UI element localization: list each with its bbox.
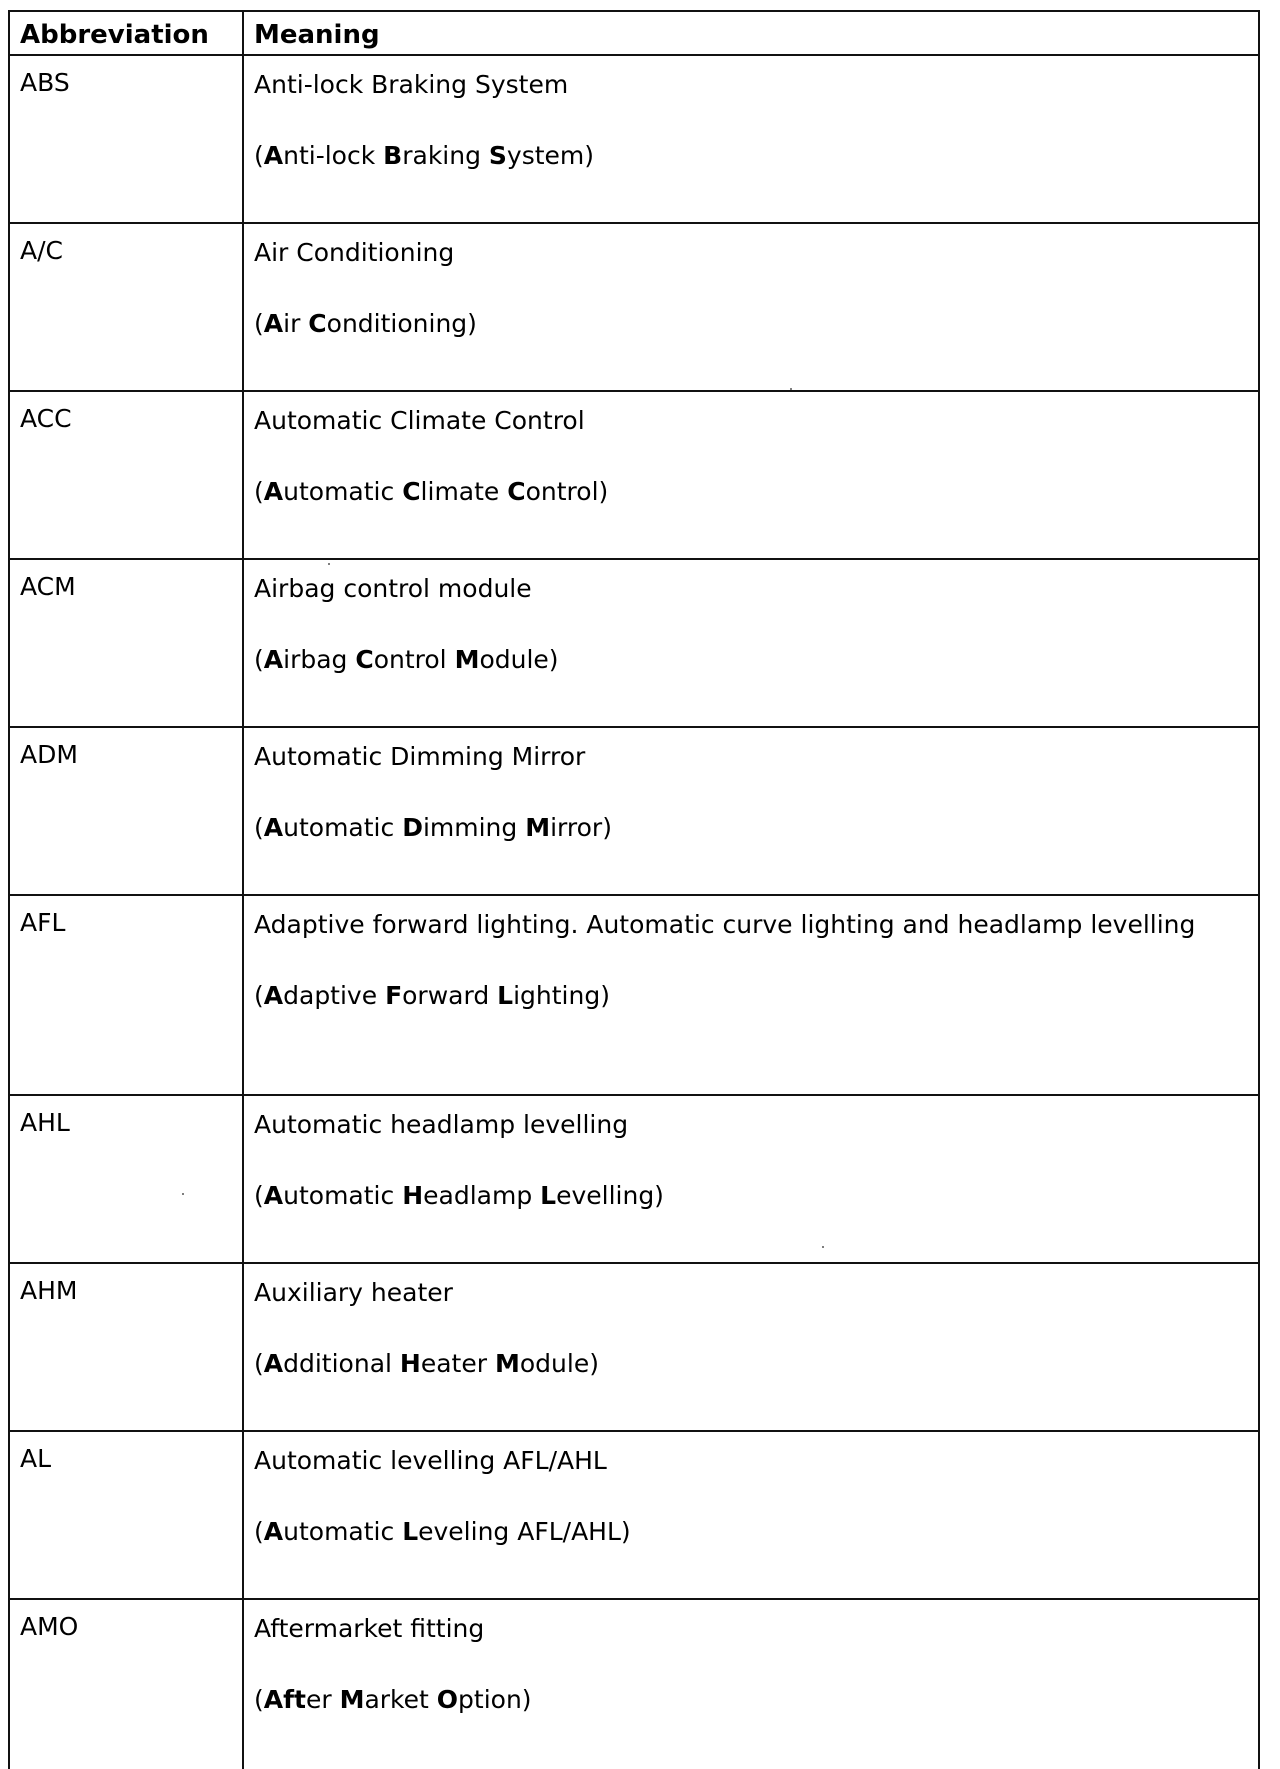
meaning-cell	[243, 1263, 1259, 1431]
meaning-cell	[243, 391, 1259, 559]
expansion-segment: eater	[420, 1349, 495, 1378]
expansion-segment: irror)	[550, 813, 612, 842]
expansion-initial: A	[263, 309, 284, 338]
expansion-initial: L	[402, 1517, 419, 1546]
expansion-segment: onditioning)	[326, 309, 477, 338]
meaning-cell	[243, 1431, 1259, 1599]
meaning-text: Auxiliary heater	[254, 1278, 453, 1307]
expansion-segment: raking	[402, 141, 489, 170]
expansion-text	[254, 1179, 1248, 1212]
expansion-segment: (	[254, 645, 264, 674]
meaning-cell	[243, 1599, 1259, 1769]
expansion-segment: eveling AFL/AHL)	[418, 1517, 631, 1546]
abbreviation-cell: AL	[9, 1431, 243, 1599]
table-row	[9, 895, 1259, 1095]
abbreviation-column-header: Abbreviation	[9, 11, 243, 55]
table-body	[9, 55, 1259, 1769]
expansion-segment: eadlamp	[423, 1181, 541, 1210]
expansion-text	[254, 643, 1248, 676]
expansion-initial: M	[454, 645, 480, 674]
expansion-initial: A	[263, 141, 284, 170]
expansion-segment: (	[254, 1181, 264, 1210]
meaning-text: Airbag control module	[254, 574, 532, 603]
meaning-cell	[243, 223, 1259, 391]
expansion-segment: arket	[364, 1685, 437, 1714]
expansion-segment: (	[254, 1349, 264, 1378]
expansion-segment: ystem)	[506, 141, 595, 170]
expansion-segment: limate	[420, 477, 508, 506]
scan-speck	[182, 1193, 184, 1195]
expansion-segment: nti-lock	[283, 141, 384, 170]
expansion-segment: (	[254, 1685, 264, 1714]
meaning-cell	[243, 895, 1259, 1095]
expansion-segment: (	[254, 813, 264, 842]
expansion-initial: A	[263, 477, 284, 506]
expansion-initial: M	[339, 1685, 365, 1714]
expansion-initial: A	[263, 1181, 284, 1210]
expansion-initial: A	[263, 645, 284, 674]
expansion-segment: ighting)	[513, 981, 610, 1010]
expansion-text	[254, 811, 1248, 844]
table-row	[9, 223, 1259, 391]
meaning-cell	[243, 55, 1259, 223]
expansion-segment: utomatic	[283, 813, 403, 842]
scan-speck	[790, 388, 792, 390]
abbreviation-cell: AFL	[9, 895, 243, 1095]
scan-speck	[328, 563, 330, 565]
expansion-segment: (	[254, 1517, 264, 1546]
expansion-segment: ption)	[458, 1685, 532, 1714]
abbreviation-cell: AHM	[9, 1263, 243, 1431]
expansion-initial: Aft	[263, 1685, 306, 1714]
expansion-initial: A	[263, 1349, 284, 1378]
expansion-text	[254, 139, 1248, 172]
meaning-text: Automatic Dimming Mirror	[254, 742, 586, 771]
expansion-initial: F	[385, 981, 403, 1010]
expansion-segment: imming	[422, 813, 526, 842]
meaning-column-header: Meaning	[243, 11, 1259, 55]
expansion-initial: O	[436, 1685, 459, 1714]
abbreviation-cell: ABS	[9, 55, 243, 223]
expansion-text	[254, 1683, 1248, 1716]
abbreviation-cell: ACC	[9, 391, 243, 559]
abbreviation-sheet	[8, 10, 1258, 1769]
table-row	[9, 1599, 1259, 1769]
expansion-initial: H	[402, 1181, 424, 1210]
meaning-text: Adaptive forward lighting. Automatic curve lighting and headlamp levelling	[254, 910, 1196, 939]
expansion-initial: C	[402, 477, 421, 506]
expansion-initial: A	[263, 1517, 284, 1546]
expansion-initial: M	[494, 1349, 520, 1378]
expansion-segment: ir	[283, 309, 309, 338]
expansion-segment: (	[254, 141, 264, 170]
meaning-text: Air Conditioning	[254, 238, 455, 267]
header-row	[9, 11, 1259, 55]
table-row	[9, 1095, 1259, 1263]
expansion-segment: daptive	[283, 981, 386, 1010]
expansion-segment: odule)	[479, 645, 559, 674]
expansion-initial: D	[402, 813, 423, 842]
expansion-segment: evelling)	[556, 1181, 664, 1210]
expansion-segment: utomatic	[283, 1181, 403, 1210]
expansion-segment: ontrol	[373, 645, 455, 674]
expansion-initial: C	[308, 309, 327, 338]
expansion-initial: B	[383, 141, 403, 170]
expansion-initial: C	[355, 645, 374, 674]
expansion-initial: L	[497, 981, 514, 1010]
table-row	[9, 559, 1259, 727]
meaning-cell	[243, 727, 1259, 895]
expansion-text	[254, 979, 1248, 1012]
abbreviation-table	[8, 10, 1260, 1769]
expansion-segment: ontrol)	[525, 477, 609, 506]
abbreviation-cell: ACM	[9, 559, 243, 727]
expansion-initial: M	[525, 813, 551, 842]
meaning-text: Automatic Climate Control	[254, 406, 585, 435]
expansion-segment: odule)	[519, 1349, 599, 1378]
table-row	[9, 1263, 1259, 1431]
table-row	[9, 1431, 1259, 1599]
expansion-segment: (	[254, 477, 264, 506]
expansion-text	[254, 1515, 1248, 1548]
meaning-text: Aftermarket fitting	[254, 1614, 485, 1643]
expansion-segment: orward	[402, 981, 498, 1010]
expansion-text	[254, 475, 1248, 508]
scan-speck	[822, 1246, 824, 1248]
meaning-text: Anti-lock Braking System	[254, 70, 569, 99]
expansion-segment: irbag	[283, 645, 356, 674]
expansion-initial: L	[540, 1181, 557, 1210]
expansion-segment: dditional	[283, 1349, 400, 1378]
expansion-segment: (	[254, 309, 264, 338]
expansion-initial: A	[263, 981, 284, 1010]
meaning-text: Automatic levelling AFL/AHL	[254, 1446, 607, 1475]
expansion-segment: er	[305, 1685, 340, 1714]
table-row	[9, 727, 1259, 895]
expansion-segment: utomatic	[283, 1517, 403, 1546]
expansion-initial: C	[507, 477, 526, 506]
expansion-text	[254, 1347, 1248, 1380]
expansion-initial: S	[488, 141, 507, 170]
meaning-cell	[243, 559, 1259, 727]
meaning-cell	[243, 1095, 1259, 1263]
meaning-text: Automatic headlamp levelling	[254, 1110, 629, 1139]
expansion-initial: A	[263, 813, 284, 842]
table-row	[9, 55, 1259, 223]
table-row	[9, 391, 1259, 559]
abbreviation-cell: ADM	[9, 727, 243, 895]
expansion-text	[254, 307, 1248, 340]
abbreviation-cell: AMO	[9, 1599, 243, 1769]
abbreviation-cell: AHL	[9, 1095, 243, 1263]
expansion-segment: utomatic	[283, 477, 403, 506]
abbreviation-cell: A/C	[9, 223, 243, 391]
expansion-initial: H	[399, 1349, 421, 1378]
expansion-segment: (	[254, 981, 264, 1010]
